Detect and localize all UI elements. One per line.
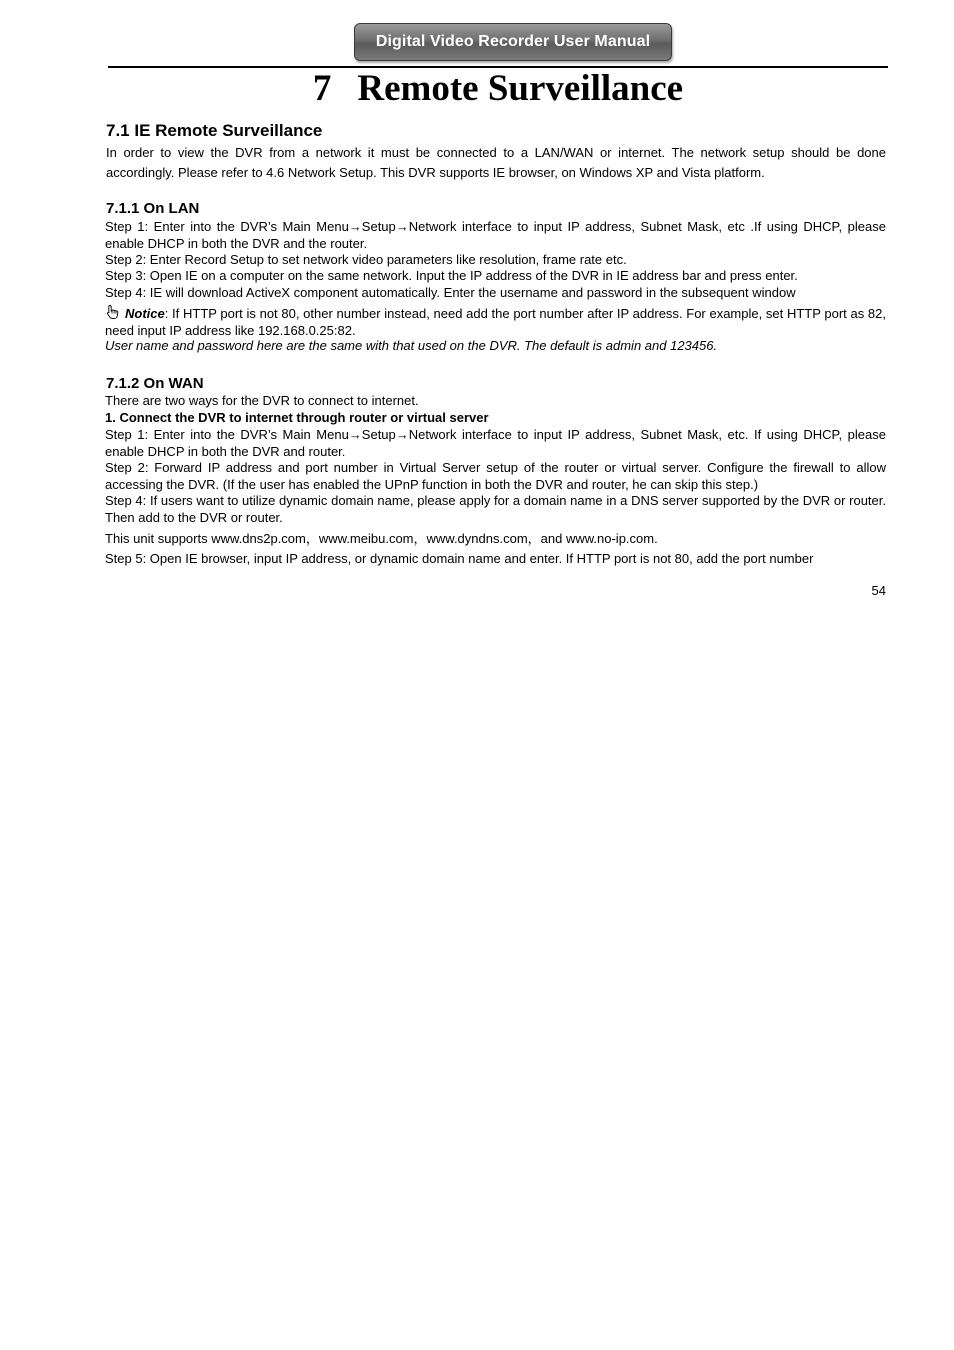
lan-step-1: Step 1: Enter into the DVR’s Main Menu→Setup→Network interface to input IP address, Subnet Mask, etc .If using DHCP, please enable DHCP in both the DVR and the router. <box>105 219 886 251</box>
wan-intro: There are two ways for the DVR to connect to internet. <box>105 393 419 408</box>
chapter-number: 7 <box>312 68 332 109</box>
wan-supported-ddns: This unit supports www.dns2p.com，www.meibu.com，www.dyndns.com，and www.no-ip.com. <box>105 531 658 546</box>
notice-text: : If HTTP port is not 80, other number instead, need add the port number after IP address. For example, set HTTP port as 82, need input IP address like 192.168.0.25:82. <box>105 306 886 338</box>
section-7-1-intro: In order to view the DVR from a network it must be connected to a LAN/WAN or internet. The network setup should be done accordingly. Please refer to 4.6 Network Setup. This DVR supports IE browser, on Windows XP and Vista platform. <box>106 145 886 180</box>
wan-step-5: Step 5: Open IE browser, input IP address, or dynamic domain name and enter. If HTTP port is not 80, add the port number <box>105 551 814 566</box>
wan-step-2: Step 2: Forward IP address and port number in Virtual Server setup of the router or virtual server. Configure the firewall to allow accessing the DVR. (If the user has enabled the UPnP function in both the DVR and router, he can skip this step.) <box>105 460 886 492</box>
chapter-title-text: Remote Surveillance <box>357 68 684 109</box>
lan-step-3: Step 3: Open IE on a computer on the same network. Input the IP address of the DVR in IE address bar and press enter. <box>105 268 798 283</box>
lan-credentials-note: User name and password here are the same with that used on the DVR. The default is admin and 123456. <box>105 338 718 353</box>
lan-step-2: Step 2: Enter Record Setup to set network video parameters like resolution, frame rate etc. <box>105 252 627 267</box>
section-heading-7-1-1: 7.1.1 On LAN <box>106 200 200 217</box>
wan-method-1: 1. Connect the DVR to internet through router or virtual server <box>105 410 489 425</box>
section-heading-7-1-2: 7.1.2 On WAN <box>106 375 204 392</box>
chapter-title <box>108 66 888 112</box>
notice-label: Notice <box>125 306 165 321</box>
wan-step-4: Step 4: If users want to utilize dynamic domain name, please apply for a domain name in a DNS server supported by the DVR or router. Then add to the DVR or router. <box>105 493 886 525</box>
lan-notice <box>105 304 886 339</box>
page-number: 54 <box>871 583 886 598</box>
pointing-hand-icon <box>105 304 121 320</box>
wan-step-1: Step 1: Enter into the DVR’s Main Menu→Setup→Network interface to input IP address, Subnet Mask, etc. If using DHCP, please enable DHCP in both the DVR and router. <box>105 427 886 459</box>
section-heading-7-1: 7.1 IE Remote Surveillance <box>106 121 323 140</box>
manual-title-badge: Digital Video Recorder User Manual <box>354 23 672 61</box>
lan-step-4: Step 4: IE will download ActiveX component automatically. Enter the username and password in the subsequent window <box>105 285 796 300</box>
